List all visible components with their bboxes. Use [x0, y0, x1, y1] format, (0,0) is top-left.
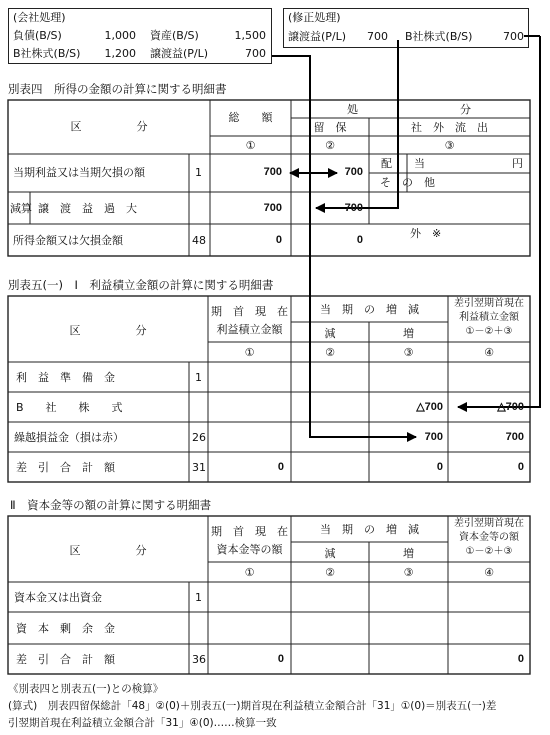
b52-header-inc: 増	[403, 547, 414, 560]
b52-row3-no: 36	[192, 653, 206, 666]
company-credit-2-value: 700	[245, 47, 266, 60]
b4-col-1: ①	[245, 139, 256, 152]
b51-row3-label: 繰越損益金（損は赤）	[14, 431, 124, 444]
check-line-1: (算式) 別表四留保総計「48」②(0)＋別表五(一)期首現在利益積立金額合計「31」①(0)＝別表五(一)差	[8, 700, 497, 712]
b4-row2-total: 700	[263, 202, 282, 214]
b4-header-total: 総 額	[228, 111, 273, 124]
b4-row1-sonota: そ の 他	[380, 176, 435, 189]
check-title: 《別表四と別表五(一)との検算》	[8, 683, 164, 695]
b51-row4-begin: 0	[277, 461, 284, 473]
b52-row3-end: 0	[517, 653, 524, 665]
b4-row3-no: 48	[192, 234, 206, 247]
b52-header-change: 当 期 の 増 減	[320, 523, 419, 536]
b52-col-2: ②	[325, 566, 335, 579]
b52-col-3: ③	[403, 566, 414, 579]
b51-header-inc: 増	[403, 327, 414, 340]
b51-row3-no: 26	[192, 431, 206, 444]
b4-header-ryuho: 留 保	[313, 121, 347, 134]
fix-debit-value: 700	[367, 30, 388, 43]
b4-header-kubun: 区 分	[70, 120, 148, 133]
b52-header-end-3: ①－②＋③	[465, 546, 513, 557]
b4-row1-label: 当期利益又は当期欠損の額	[13, 166, 145, 179]
b52-header-end-2: 資本金等の額	[459, 532, 519, 543]
b52-row3-label: 差 引 合 計 額	[16, 653, 115, 666]
b51-col-2: ②	[325, 346, 335, 359]
b52-row2-label: 資 本 剰 余 金	[16, 622, 115, 635]
b51-header-change: 当 期 の 増 減	[320, 303, 419, 316]
b51-col-1: ①	[244, 346, 255, 359]
b4-row2-ryuho: 700	[344, 202, 363, 214]
fix-credit-value: 700	[503, 30, 524, 43]
b4-col-2: ②	[325, 139, 335, 152]
b4-header-sho: 処	[347, 103, 358, 116]
beppyo5-2-title: Ⅱ 資本金等の額の計算に関する明細書	[10, 498, 212, 512]
beppyo4-title: 別表四 所得の金額の計算に関する明細書	[8, 82, 227, 96]
b51-row4-label: 差 引 合 計 額	[16, 461, 115, 474]
b52-header-begin-2: 資本金等の額	[216, 543, 283, 556]
b51-header-end-3: ①－②＋③	[465, 326, 513, 337]
b4-row2-label: 譲 渡 益 過 大	[38, 202, 137, 215]
b51-row4-inc: 0	[436, 461, 443, 473]
company-credit-2: 譲渡益(P/L)	[150, 47, 209, 60]
b4-col-3: ③	[444, 139, 455, 152]
b4-row1-haitou: 配 当	[381, 157, 425, 170]
beppyo5-1-title: 別表五(一) Ⅰ 利益積立金額の計算に関する明細書	[8, 278, 274, 292]
b51-row1-no: 1	[195, 371, 202, 384]
company-box-title: (会社処理)	[13, 11, 66, 24]
b51-row2-label: B 社 株 式	[16, 401, 123, 414]
b52-row3-begin: 0	[277, 653, 284, 665]
b51-row1-label: 利 益 準 備 金	[16, 371, 115, 384]
b4-row1-ryuho: 700	[344, 166, 363, 178]
fix-credit: B社株式(B/S)	[405, 30, 473, 43]
b52-header-begin-1: 期 首 現 在	[211, 525, 288, 538]
b4-row3-ryuho: 0	[356, 234, 363, 246]
check-line-2: 引翌期首現在利益積立金額合計「31」④(0)……検算一致	[8, 717, 277, 729]
company-debit-2: B社株式(B/S)	[13, 47, 81, 60]
b4-row2-group: 減算	[10, 202, 32, 215]
company-credit-1: 資産(B/S)	[150, 29, 199, 42]
company-debit-2-value: 1,200	[104, 47, 136, 60]
b51-row4-no: 31	[192, 461, 206, 474]
b51-header-kubun: 区 分	[69, 324, 147, 337]
b4-row3-total: 0	[275, 234, 282, 246]
b4-row3-label: 所得金額又は欠損金額	[13, 234, 123, 247]
b51-header-dec: 減	[324, 327, 336, 340]
fix-debit: 譲渡益(P/L)	[288, 30, 347, 43]
fix-box-title: (修正処理)	[288, 11, 341, 24]
b52-col-1: ①	[244, 566, 255, 579]
company-debit-1-value: 1,000	[104, 29, 136, 42]
b4-header-shagai: 社 外 流 出	[411, 121, 488, 134]
b51-row2-inc: △700	[416, 401, 443, 413]
b51-row2-end: △700	[497, 401, 524, 413]
b52-col-4: ④	[484, 566, 494, 579]
b4-row1-total: 700	[263, 166, 282, 178]
b51-col-4: ④	[484, 346, 494, 359]
b51-header-end-2: 利益積立金額	[459, 312, 519, 323]
company-debit-1: 負債(B/S)	[13, 29, 62, 42]
b52-row1-no: 1	[195, 591, 202, 604]
b51-row3-end: 700	[505, 431, 524, 443]
b51-header-end-1: 差引翌期首現在	[454, 298, 524, 309]
b52-row1-label: 資本金又は出資金	[14, 591, 102, 604]
b52-header-kubun: 区 分	[69, 544, 147, 557]
b4-row1-no: 1	[195, 166, 202, 179]
b51-col-3: ③	[403, 346, 414, 359]
b51-header-begin-2: 利益積立金額	[216, 323, 283, 336]
b51-header-begin-1: 期 首 現 在	[211, 305, 288, 318]
b4-header-bun: 分	[460, 103, 471, 116]
b51-row3-inc: 700	[424, 431, 443, 443]
b52-header-dec: 減	[324, 547, 336, 560]
b4-row3-gai: 外 ※	[410, 227, 442, 240]
b51-row4-end: 0	[517, 461, 524, 473]
b52-header-end-1: 差引翌期首現在	[454, 518, 524, 529]
company-credit-1-value: 1,500	[234, 29, 266, 42]
b4-row1-yen: 円	[512, 157, 523, 170]
